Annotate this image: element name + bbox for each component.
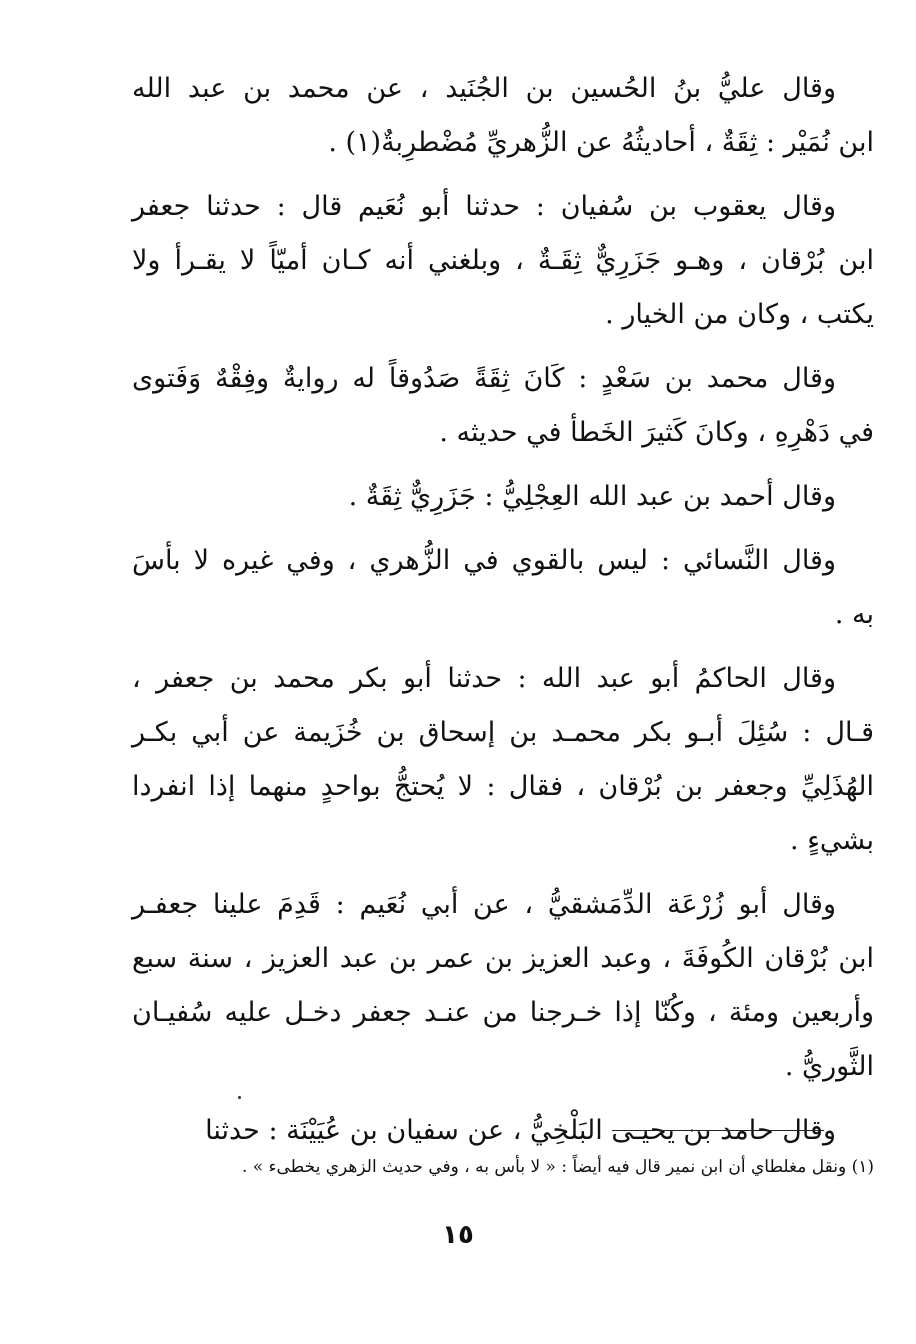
text-line: به . <box>834 599 874 630</box>
text-line: وقال حامد بن يحيـى البَلْخِيُّ ، عن سفيان بن عُيَيْنَة : حدثنا <box>205 1115 836 1146</box>
paragraph-4 <box>132 470 874 524</box>
paragraph-8 <box>132 1104 874 1158</box>
paragraph-7 <box>132 878 874 1094</box>
paragraph-2 <box>132 180 874 342</box>
text-line: وقال أحمد بن عبد الله العِجْلِيُّ : جَزَرِيٌّ ثِقَةٌ . <box>348 481 836 512</box>
footnote: (١) ونقل مغلطاي أن ابن نمير قال فيه أيضاً : « لا بأس به ، وفي حديث الزهري يخطىء » . <box>241 1157 874 1177</box>
paragraph-3 <box>132 352 874 460</box>
text-line: ابن نُمَيْر : ثِقَةٌ ، أحاديثُهُ عن الزُّهريِّ مُضْطرِبةٌ(١) . <box>328 127 874 158</box>
text-line: وقال النَّسائي : ليس بالقوي في الزُّهري ، وفي غيره لا بأسَ <box>132 545 836 576</box>
text-line: وقال الحاكمُ أبو عبد الله : حدثنا أبو بكر محمد بن جعفر ، <box>132 663 836 694</box>
paragraph-5 <box>132 534 874 642</box>
page-number: ١٥ <box>442 1220 474 1250</box>
text-line: وقال عليُّ بنُ الحُسين بن الجُنَيد ، عن محمد بن عبد الله <box>132 73 836 104</box>
text-line: ابن بُرْقان الكُوفَةَ ، وعبد العزيز بن عمر بن عبد العزيز ، سنة سبع <box>132 943 875 974</box>
text-line: الثَّوريُّ . <box>784 1051 874 1082</box>
footnote-divider <box>612 1130 824 1131</box>
text-line: وأربعين ومئة ، وكُنّا إذا خـرجنا من عنـد جعفر دخـل عليه سُفيـان <box>132 997 874 1028</box>
text-line: وقال أبو زُرْعَة الدِّمَشقيُّ ، عن أبي نُعَيم : قَدِمَ علينا جعفـر <box>132 889 836 920</box>
text-line: يكتب ، وكان من الخيار . <box>605 299 874 330</box>
text-line: قـال : سُئِلَ أبـو بكر محمـد بن إسحاق بن خُزَيمة عن أبي بكـر <box>132 717 874 748</box>
text-line: بشيءٍ . <box>790 825 874 856</box>
text-line: وقال محمد بن سَعْدٍ : كَانَ ثِقَةً صَدُوقاً له روايةٌ وفِقْهٌ وَفَتوى <box>132 363 836 394</box>
text-line: الهُذَلِيِّ وجعفر بن بُرْقان ، فقال : لا يُحتجُّ بواحدٍ منهما إذا انفردا <box>132 771 874 802</box>
paragraph-6 <box>132 652 874 868</box>
text-line: وقال يعقوب بن سُفيان : حدثنا أبو نُعَيم قال : حدثنا جعفر <box>132 191 836 222</box>
body-text <box>132 62 874 1168</box>
print-speck <box>238 1096 241 1099</box>
text-line: في دَهْرِهِ ، وكانَ كَثيرَ الخَطأ في حديثه . <box>439 417 874 448</box>
text-line: ابن بُرْقان ، وهـو جَزَرِيٌّ ثِقَـةٌ ، وبلغني أنه كـان أميّاً لا يقـرأ ولا <box>132 245 874 276</box>
paragraph-1 <box>132 62 874 170</box>
